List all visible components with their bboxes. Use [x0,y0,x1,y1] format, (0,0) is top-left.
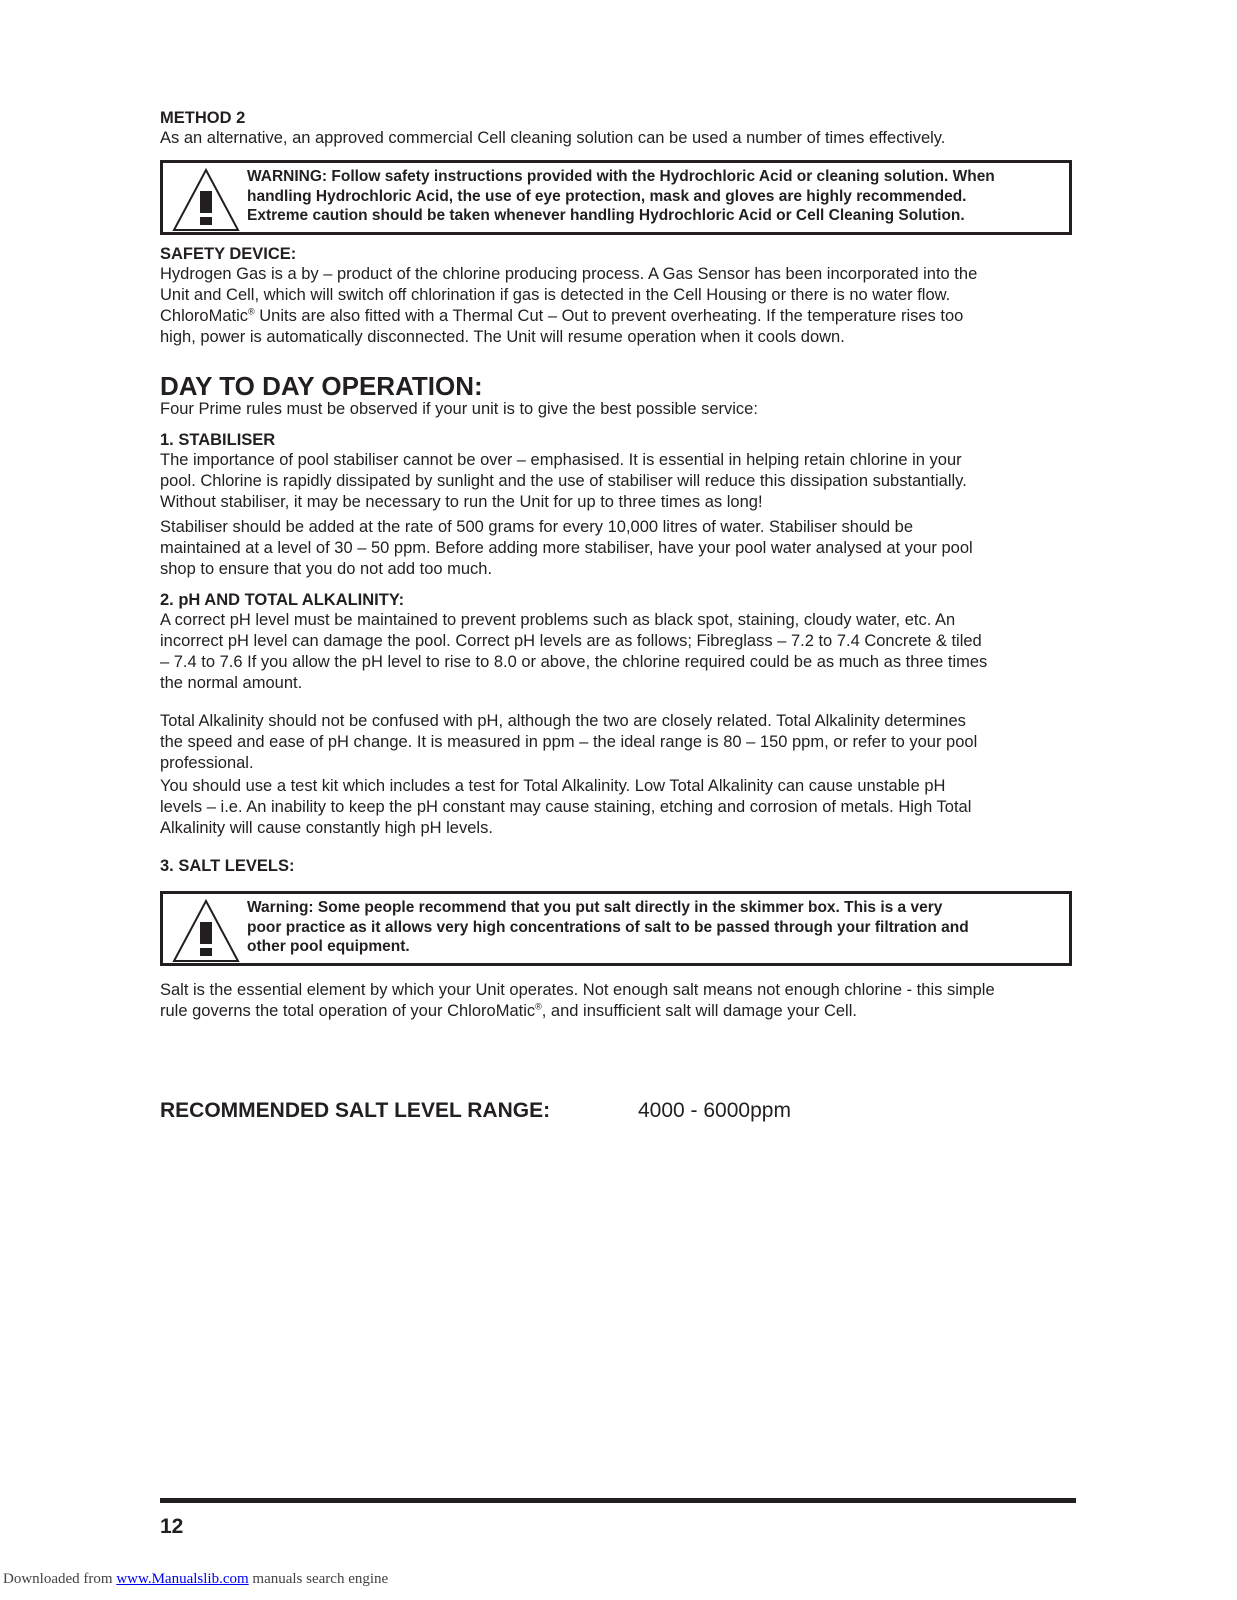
stabiliser-para1 [160,450,1076,513]
text-line: You should use a test kit which includes a test for Total Alkalinity. Low Total Alkalinity can cause unstable pH [160,777,946,795]
text-fragment: , and insufficient salt will damage your Cell. [541,1002,857,1020]
text-fragment: Units are also fitted with a Thermal Cut – Out to prevent overheating. If the temperature rises too [254,307,964,325]
warning-line: WARNING: Follow safety instructions provided with the Hydrochloric Acid or cleaning solution. When [247,168,995,185]
stabiliser-heading: 1. STABILISER [160,431,276,449]
ph-para3 [160,776,1076,839]
safety-device-heading: SAFETY DEVICE: [160,245,297,263]
text-line: professional. [160,754,254,772]
registered-mark: ® [535,1001,542,1012]
download-note [3,1569,388,1589]
salt-range-value: 4000 - 6000ppm [638,1099,791,1122]
warning-triangle-icon [171,167,241,233]
text-line: Unit and Cell, which will switch off chlorination if gas is detected in the Cell Housing or there is no water flow. [160,286,951,304]
text-line: Hydrogen Gas is a by – product of the chlorine producing process. A Gas Sensor has been incorporated into the [160,265,978,283]
warning-line: other pool equipment. [247,938,410,955]
warning-text [247,898,1059,957]
salt-heading: 3. SALT LEVELS: [160,857,295,875]
day-to-day-intro: Four Prime rules must be observed if your unit is to give the best possible service: [160,400,758,418]
warning-line: Extreme caution should be taken whenever handling Hydrochloric Acid or Cell Cleaning Solution. [247,207,965,224]
registered-mark: ® [248,306,255,317]
text-line: Without stabiliser, it may be necessary to run the Unit for up to three times as long! [160,493,763,511]
salt-para [160,980,1076,1022]
text-line [160,1001,1076,1022]
warning-triangle-icon [171,898,241,964]
text-line: Alkalinity will cause constantly high pH levels. [160,819,493,837]
ph-para2 [160,711,1076,774]
text-line: shop to ensure that you do not add too much. [160,560,493,578]
download-suffix: manuals search engine [248,1571,389,1587]
warning-line: poor practice as it allows very high concentrations of salt to be passed through your filtration and [247,918,969,936]
warning-box-cleaning [160,160,1072,235]
ph-para1 [160,610,1076,694]
warning-box-salt [160,891,1072,966]
text-line [160,306,1076,327]
method2-heading: METHOD 2 [160,109,246,127]
manualslib-link[interactable]: www.Manualslib.com [116,1571,249,1587]
stabiliser-para2 [160,517,1076,580]
text-line: Salt is the essential element by which your Unit operates. Not enough salt means not enough chlorine - this simple [160,981,995,999]
day-to-day-heading: DAY TO DAY OPERATION: [160,371,483,401]
text-line: the speed and ease of pH change. It is measured in ppm – the ideal range is 80 – 150 ppm, or refer to your pool [160,733,978,751]
text-fragment: rule governs the total operation of your ChloroMatic [160,1002,536,1020]
warning-line: handling Hydrochloric Acid, the use of eye protection, mask and gloves are highly recommended. [247,187,967,205]
text-line: high, power is automatically disconnected. The Unit will resume operation when it cools down. [160,328,845,346]
salt-range-label: RECOMMENDED SALT LEVEL RANGE: [160,1099,551,1122]
text-line: pool. Chlorine is rapidly dissipated by sunlight and the use of stabiliser will reduce this dissipation substantially. [160,472,967,490]
text-line: maintained at a level of 30 – 50 ppm. Before adding more stabiliser, have your pool water analysed at your pool [160,539,973,557]
text-line: Total Alkalinity should not be confused with pH, although the two are closely related. Total Alkalinity determines [160,712,966,730]
text-line: the normal amount. [160,674,303,692]
safety-device-text [160,264,1076,348]
page-number: 12 [160,1515,184,1538]
text-line: – 7.4 to 7.6 If you allow the pH level to rise to 8.0 or above, the chlorine required could be as much as three times [160,653,988,671]
ph-heading: 2. pH AND TOTAL ALKALINITY: [160,591,405,609]
method2-text: As an alternative, an approved commercial Cell cleaning solution can be used a number of times effectively. [160,129,946,147]
brand-name: ChloroMatic [160,307,249,325]
text-line: levels – i.e. An inability to keep the pH constant may cause staining, etching and corrosion of metals. High Total [160,798,972,816]
footer-rule [160,1498,1076,1503]
text-line: Stabiliser should be added at the rate of 500 grams for every 10,000 litres of water. Stabiliser should be [160,518,914,536]
text-line: A correct pH level must be maintained to prevent problems such as black spot, staining, cloudy water, etc. An [160,611,956,629]
download-prefix: Downloaded from [3,1571,117,1587]
warning-text [247,167,1059,226]
text-line: The importance of pool stabiliser cannot be over – emphasised. It is essential in helping retain chlorine in your [160,451,962,469]
warning-line: Warning: Some people recommend that you put salt directly in the skimmer box. This is a very [247,899,943,916]
text-line: incorrect pH level can damage the pool. Correct pH levels are as follows; Fibreglass – 7.2 to 7.4 Concrete & tiled [160,632,982,650]
